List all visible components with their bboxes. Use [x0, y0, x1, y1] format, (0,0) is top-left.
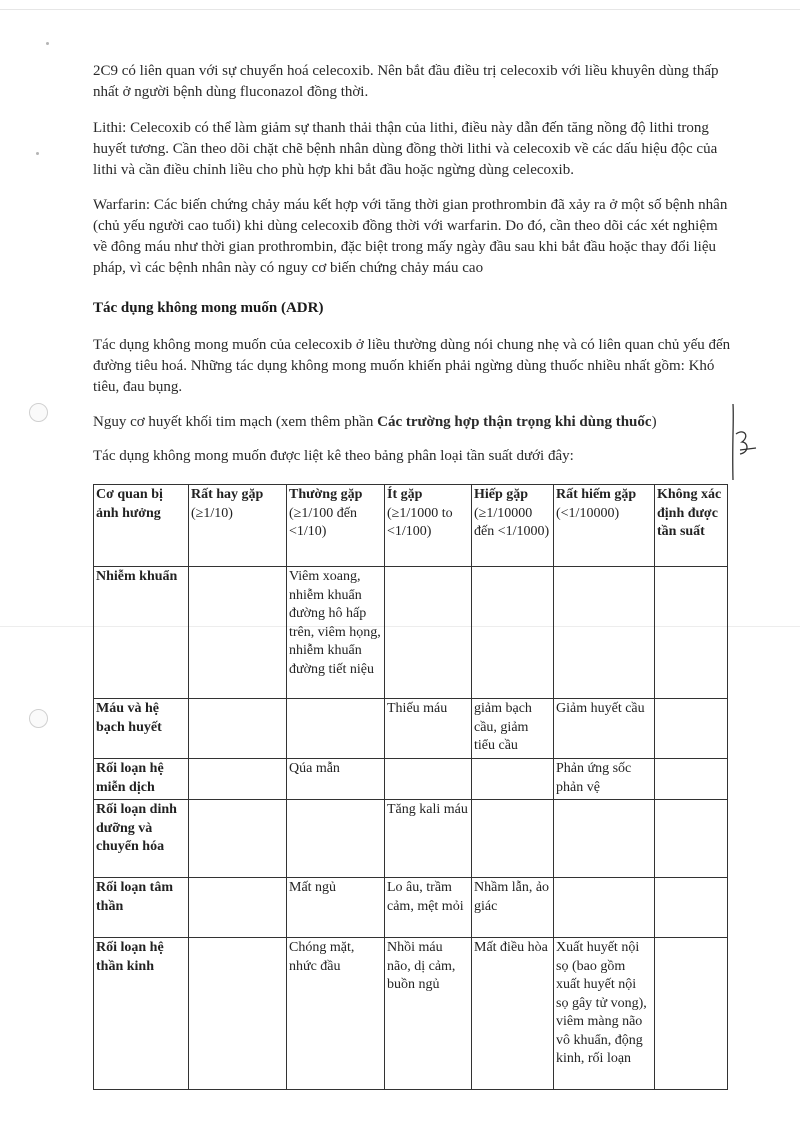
- organ-cell: Rối loạn hệ thần kinh: [94, 938, 189, 1090]
- column-header: Ít gặp (≥1/1000 to <1/100): [385, 485, 472, 567]
- table-cell: [655, 878, 728, 938]
- column-header: Hiếp gặp (≥1/10000 đến <1/1000): [472, 485, 554, 567]
- column-header: Cơ quan bị ảnh hưởng: [94, 485, 189, 567]
- column-header: Thường gặp (≥1/100 đến <1/10): [287, 485, 385, 567]
- table-cell: giảm bạch cầu, giảm tiểu cầu: [472, 699, 554, 759]
- paragraph-warfarin: Warfarin: Các biến chứng chảy máu kết hợp với tăng thời gian prothrombin đã xảy ra ở một số bệnh nhân (chủ yếu người cao tuổi) khi dùng celecoxib đồng thời với warfarin. Do đó, cần theo dõi các xét nghiệm về đông máu như thời gian prothrombin, đặc biệt trong mấy ngày đầu sau khi bắt đầu hoặc thay đổi liệu pháp, vì các bệnh nhân này có nguy cơ biến chứng chảy máu cao: [93, 197, 728, 276]
- cardiovascular-risk-end: ): [651, 414, 657, 430]
- table-cell: Lo âu, trầm cảm, mệt mỏi: [385, 878, 472, 938]
- table-row: [94, 567, 728, 699]
- table-cell: [472, 800, 554, 878]
- paragraph-cardiovascular-risk: [93, 412, 733, 433]
- table-cell: Phản ứng sốc phản vệ: [554, 759, 655, 800]
- table-cell: [554, 878, 655, 938]
- table-cell: Nhồi máu não, dị cảm, buồn ngủ: [385, 938, 472, 1090]
- table-cell: [655, 567, 728, 699]
- table-row: [94, 800, 728, 878]
- table-cell: [655, 800, 728, 878]
- table-cell: [189, 567, 287, 699]
- table-cell: [287, 699, 385, 759]
- table-header-row: [94, 485, 728, 567]
- column-header: Rất hay gặp (≥1/10): [189, 485, 287, 567]
- table-cell: [472, 759, 554, 800]
- table-cell: [554, 567, 655, 699]
- table-cell: [655, 938, 728, 1090]
- organ-cell: Nhiễm khuẩn: [94, 567, 189, 699]
- punch-hole: [29, 709, 48, 728]
- table-cell: Mất điều hòa: [472, 938, 554, 1090]
- table-cell: [189, 699, 287, 759]
- paragraph-fluconazol: 2C9 có liên quan với sự chuyển hoá celecoxib. Nên bắt đầu điều trị celecoxib với liều khuyên dùng thấp nhất ở người bệnh dùng fluconazol đồng thời.: [93, 63, 719, 100]
- table-cell: [655, 699, 728, 759]
- table-cell: Giảm huyết cầu: [554, 699, 655, 759]
- table-cell: [385, 759, 472, 800]
- scan-speck: [46, 42, 49, 45]
- cardiovascular-risk-text: Nguy cơ huyết khối tim mạch (xem thêm phần: [93, 414, 378, 430]
- organ-cell: Máu và hệ bạch huyết: [94, 699, 189, 759]
- table-cell: [655, 759, 728, 800]
- punch-hole: [29, 403, 48, 422]
- column-header: Không xác định được tần suất: [655, 485, 728, 567]
- organ-cell: Rối loạn hệ miễn dịch: [94, 759, 189, 800]
- table-cell: [189, 800, 287, 878]
- table-cell: [385, 567, 472, 699]
- adr-frequency-table: [93, 484, 728, 1090]
- table-cell: [287, 800, 385, 878]
- cross-reference-precautions: Các trường hợp thận trọng khi dùng thuốc: [377, 414, 652, 430]
- table-cell: [189, 759, 287, 800]
- table-cell: [189, 878, 287, 938]
- table-row: [94, 938, 728, 1090]
- organ-cell: Rối loạn tâm thần: [94, 878, 189, 938]
- organ-cell: Rối loạn dinh dưỡng và chuyển hóa: [94, 800, 189, 878]
- scan-speck: [36, 152, 39, 155]
- table-row: [94, 699, 728, 759]
- column-header: Rất hiếm gặp (<1/10000): [554, 485, 655, 567]
- section-heading-adr: Tác dụng không mong muốn (ADR): [93, 300, 324, 316]
- paragraph-table-intro: Tác dụng không mong muốn được liệt kê theo bảng phân loại tần suất dưới đây:: [93, 448, 574, 464]
- table-cell: Chóng mặt, nhức đầu: [287, 938, 385, 1090]
- table-cell: Tăng kali máu: [385, 800, 472, 878]
- table-cell: [554, 800, 655, 878]
- table-cell: Viêm xoang, nhiễm khuẩn đường hô hấp trên, viêm họng, nhiễm khuẩn đường tiết niệu: [287, 567, 385, 699]
- paragraph-adr-intro: Tác dụng không mong muốn của celecoxib ở liều thường dùng nói chung nhẹ và có liên quan chủ yếu đến đường tiêu hoá. Những tác dụng không mong muốn khiến phải ngừng dùng thuốc nhiều nhất gồm: Khó tiêu, đau bụng.: [93, 337, 731, 395]
- paragraph-lithi: Lithi: Celecoxib có thể làm giảm sự thanh thải thận của lithi, điều này dẫn đến tăng nồng độ lithi trong huyết tương. Cần theo dõi chặt chẽ bệnh nhân dùng đồng thời lithi và celecoxib về các dấu hiệu độc của lithi và cần điều chỉnh liều cho phù hợp khi bắt đầu hoặc ngừng dùng celecoxib.: [93, 120, 718, 178]
- table-cell: Nhầm lẫn, ảo giác: [472, 878, 554, 938]
- scan-edge-line: [0, 9, 800, 10]
- table-cell: [472, 567, 554, 699]
- table-cell: [189, 938, 287, 1090]
- table-row: [94, 878, 728, 938]
- table-cell: Mất ngủ: [287, 878, 385, 938]
- table-cell: Qúa mẫn: [287, 759, 385, 800]
- table-row: [94, 759, 728, 800]
- table-cell: Xuất huyết nội sọ (bao gồm xuất huyết nội sọ gây tử vong), viêm màng não vô khuẩn, động kinh, rối loạn: [554, 938, 655, 1090]
- table-cell: Thiếu máu: [385, 699, 472, 759]
